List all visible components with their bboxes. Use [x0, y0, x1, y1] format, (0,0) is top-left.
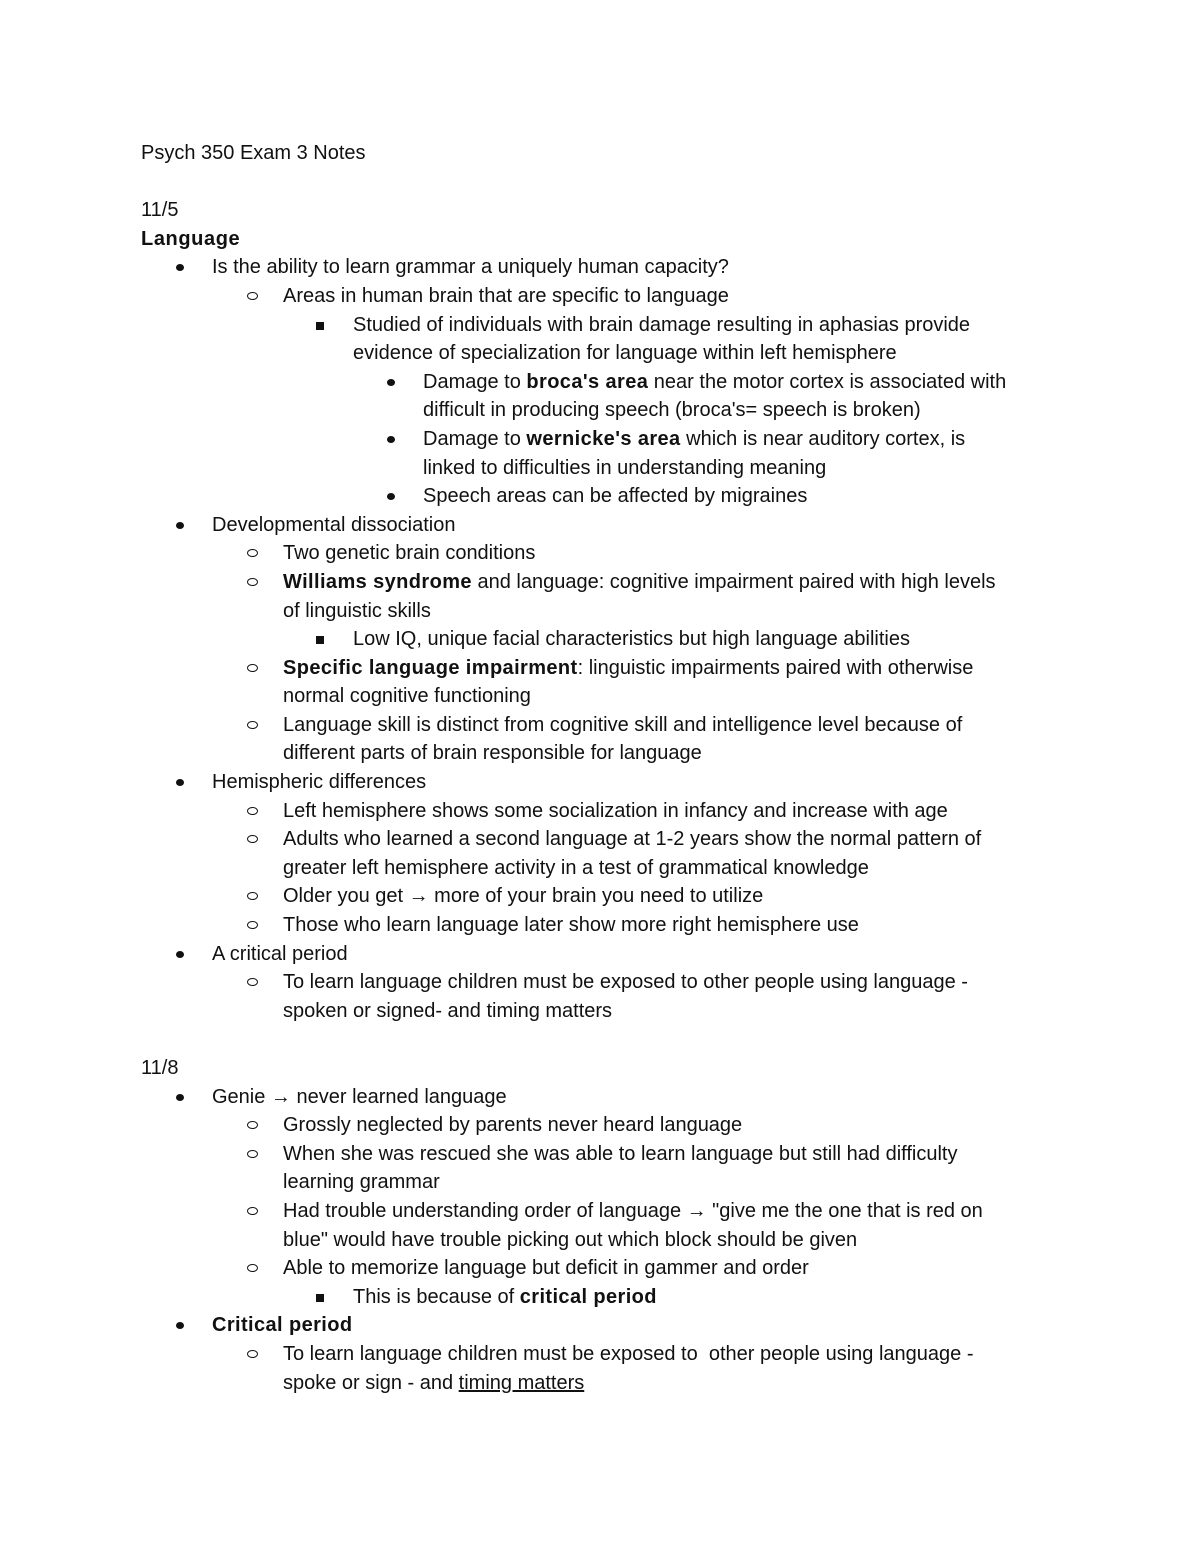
list-item: Genie → never learned language [141, 1083, 1061, 1112]
section-date: 11/5 [141, 199, 179, 222]
list-item: Hemispheric differences [141, 768, 1061, 797]
list-item: Speech areas can be affected by migraines [141, 482, 1061, 511]
term-specific-language-impairment: Specific language impairment [283, 656, 578, 679]
term-williams-syndrome: Williams syndrome [283, 570, 472, 593]
term-critical-period: critical period [519, 1285, 657, 1308]
list-item: Had trouble understanding order of language → "give me the one that is red on blue" would have trouble picking out which block should be given [141, 1197, 1061, 1254]
underlined-text: timing matters [458, 1371, 585, 1394]
list-item: Is the ability to learn grammar a uniquely human capacity? [141, 253, 1061, 282]
list-item: When she was rescued she was able to learn language but still had difficulty learning grammar [141, 1140, 1061, 1197]
list-item: Able to memorize language but deficit in gammer and order [141, 1254, 1061, 1283]
term-brocas-area: broca's area [526, 370, 649, 393]
list-item: Specific language impairment: linguistic impairments paired with otherwise normal cognitive functioning [141, 654, 1061, 711]
list-item: A critical period [141, 940, 1061, 969]
list-item: Two genetic brain conditions [141, 539, 1061, 568]
list-item: Low IQ, unique facial characteristics but high language abilities [141, 625, 1061, 654]
notes-list [141, 1083, 1061, 1398]
document-body [141, 139, 1061, 1397]
list-item: Developmental dissociation [141, 511, 1061, 540]
list-item: Adults who learned a second language at 1-2 years show the normal pattern of greater left hemisphere activity in a test of grammatical knowledge [141, 825, 1061, 882]
list-item: This is because of critical period [141, 1283, 1061, 1312]
list-item: Those who learn language later show more right hemisphere use [141, 911, 1061, 940]
section-date: 11/8 [141, 1057, 179, 1079]
spacer [141, 1025, 1061, 1054]
list-item: To learn language children must be exposed to other people using language - spoke or sign - and timing matters [141, 1340, 1061, 1397]
list-item: Left hemisphere shows some socialization in infancy and increase with age [141, 797, 1061, 826]
list-item: Grossly neglected by parents never heard language [141, 1111, 1061, 1140]
list-item: Williams syndrome and language: cognitive impairment paired with high levels of linguistic skills [141, 568, 1061, 625]
document-title: Psych 350 Exam 3 Notes [141, 142, 366, 164]
term-critical-period-heading: Critical period [212, 1314, 353, 1337]
list-item: Damage to wernicke's area which is near auditory cortex, is linked to difficulties in understanding meaning [141, 425, 1061, 482]
notes-list [141, 253, 1061, 1025]
list-item: Areas in human brain that are specific to language [141, 282, 1061, 311]
list-item: Damage to broca's area near the motor cortex is associated with difficult in producing speech (broca's= speech is broken) [141, 368, 1061, 425]
list-item: Studied of individuals with brain damage resulting in aphasias provide evidence of specialization for language within left hemisphere [141, 311, 1061, 368]
list-item [141, 1311, 1061, 1340]
list-item: Older you get → more of your brain you need to utilize [141, 882, 1061, 911]
term-wernickes-area: wernicke's area [526, 427, 681, 450]
list-item: Language skill is distinct from cognitive skill and intelligence level because of different parts of brain responsible for language [141, 711, 1061, 768]
list-item: To learn language children must be exposed to other people using language - spoken or signed- and timing matters [141, 968, 1061, 1025]
section-heading: Language [141, 227, 241, 250]
